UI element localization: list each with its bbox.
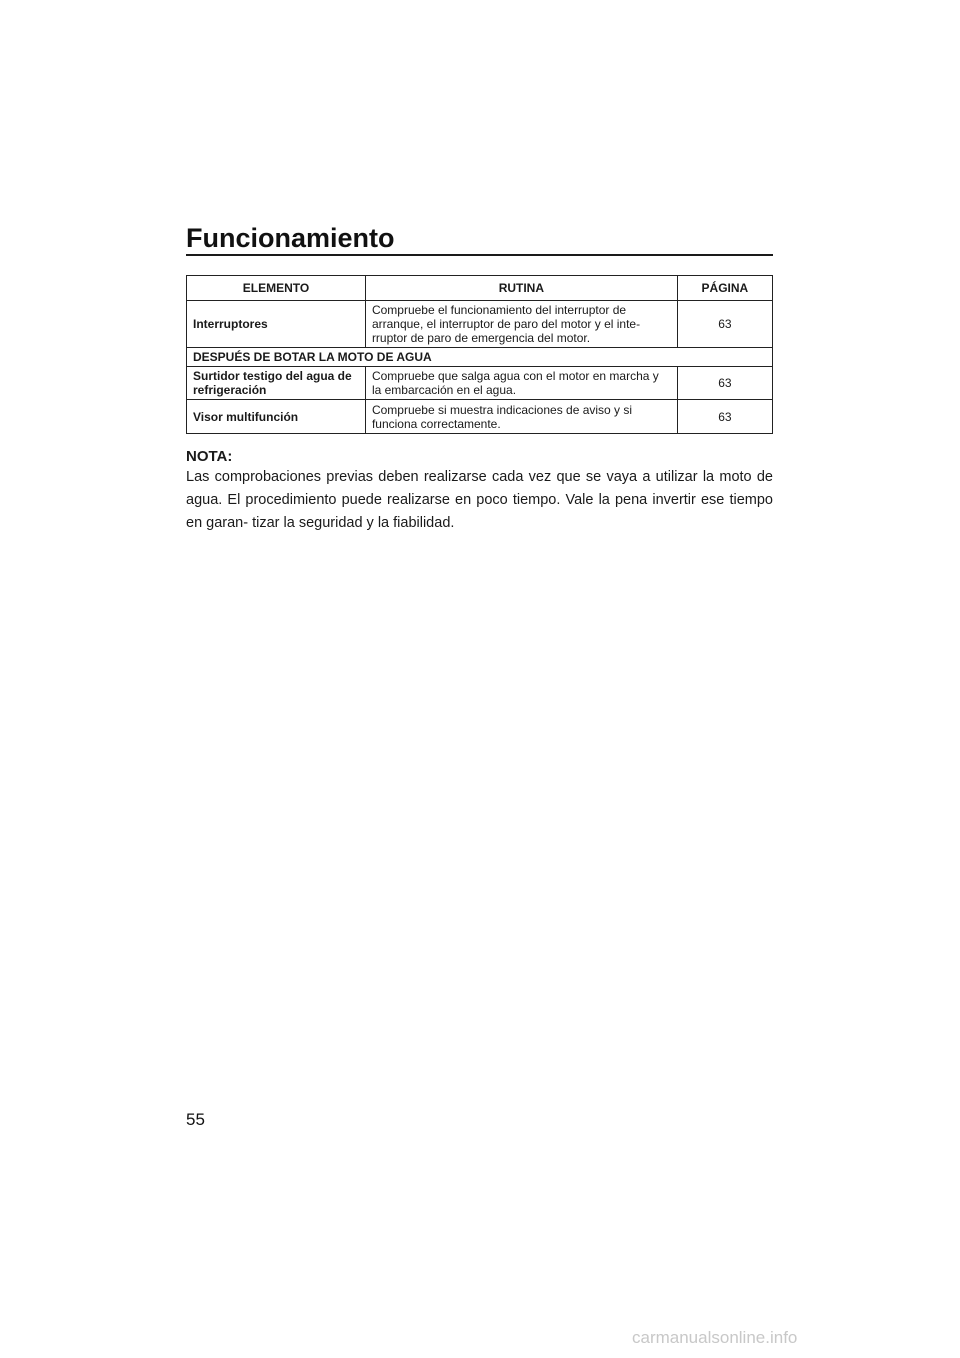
table-header-row <box>187 276 773 301</box>
note-heading: NOTA: <box>186 448 233 465</box>
page-number: 55 <box>186 1110 205 1129</box>
table-row <box>187 301 773 348</box>
table-row <box>187 400 773 434</box>
cell-rutina: Compruebe si muestra indicaciones de aviso y si funciona correctamente. <box>365 400 677 434</box>
column-header-rutina: RUTINA <box>365 276 677 301</box>
cell-rutina: Compruebe que salga agua con el motor en marcha y la embarcación en el agua. <box>365 367 677 400</box>
note-text: Las comprobaciones previas deben realizarse cada vez que se vaya a utilizar la moto de agua. El procedimiento puede realizarse en poco tiempo. Vale la pena invertir ese tiempo en garan- tizar la seguridad y la fiabilidad. <box>186 469 773 531</box>
cell-elemento: Surtidor testigo del agua de refrigeración <box>187 367 366 400</box>
column-header-elemento: ELEMENTO <box>187 276 366 301</box>
table-row <box>187 367 773 400</box>
watermark: carmanualsonline.info <box>632 1328 798 1347</box>
title-divider <box>186 254 773 256</box>
cell-elemento: Interruptores <box>187 301 366 348</box>
cell-pagina: 63 <box>677 400 772 434</box>
pre-operation-check-table <box>186 275 773 434</box>
cell-elemento: Visor multifunción <box>187 400 366 434</box>
table-section-row <box>187 348 773 367</box>
cell-pagina: 63 <box>677 301 772 348</box>
cell-rutina: Compruebe el funcionamiento del interruptor de arranque, el interruptor de paro del motor y el inte- rruptor de paro de emergencia del motor. <box>365 301 677 348</box>
section-label: DESPUÉS DE BOTAR LA MOTO DE AGUA <box>187 348 773 367</box>
page-title: Funcionamiento <box>186 223 395 253</box>
column-header-pagina: PÁGINA <box>677 276 772 301</box>
cell-pagina: 63 <box>677 367 772 400</box>
